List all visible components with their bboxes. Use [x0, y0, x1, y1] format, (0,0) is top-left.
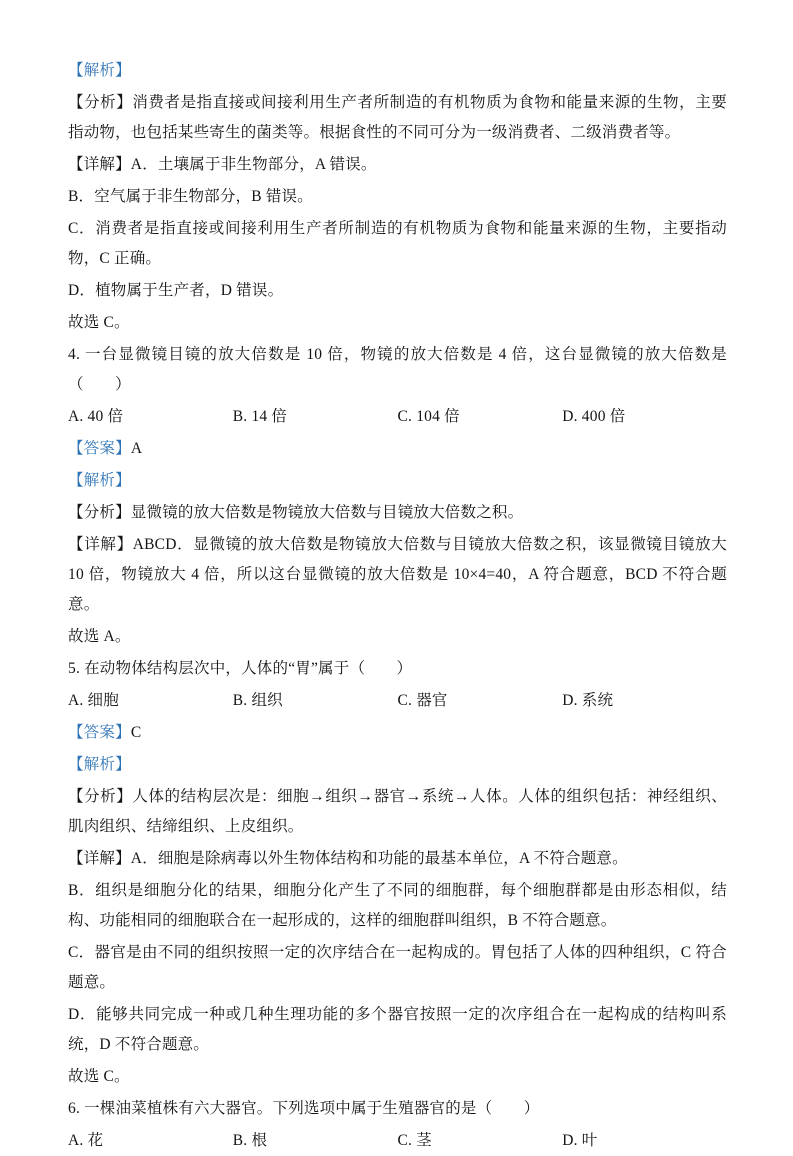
- analysis-section-label: 【解析】: [68, 472, 131, 489]
- question-5-options-row: [68, 686, 727, 716]
- question-5-option-c: C. 器官: [397, 692, 448, 709]
- question-4-answer-value: A: [130, 440, 143, 457]
- detail-paragraph-q3-c: C．消费者是指直接或间接利用生产者所制造的有机物质为食物和能量来源的生物，主要指动物，C 正确。: [68, 220, 727, 267]
- question-4-text: 4. 一台显微镜目镜的放大倍数是 10 倍，物镜的放大倍数是 4 倍，这台显微镜的放大倍数是（ ）: [68, 346, 727, 393]
- question-6-options-row: [68, 1126, 727, 1156]
- analysis-paragraph-q5: 【分析】人体的结构层次是：细胞→组织→器官→系统→人体。人体的组织包括：神经组织、肌肉组织、结缔组织、上皮组织。: [68, 788, 727, 835]
- analysis-section: [68, 466, 727, 496]
- question-5-option-b: B. 组织: [232, 692, 283, 709]
- analysis-section-label: 【解析】: [68, 62, 131, 79]
- question-4-option-a: A. 40 倍: [68, 408, 124, 425]
- question-6-option-b: B. 根: [232, 1132, 268, 1149]
- question-5-option-d: D. 系统: [562, 692, 614, 709]
- detail-paragraph-q5-d: D．能够共同完成一种或几种生理功能的多个器官按照一定的次序组合在一起构成的结构叫系统，D 不符合题意。: [68, 1006, 727, 1053]
- question-5-answer-line: [68, 718, 727, 748]
- question-6-option-c: C. 茎: [397, 1132, 432, 1149]
- question-4-option-c: C. 104 倍: [397, 408, 460, 425]
- question-6-option-a: A. 花: [68, 1132, 104, 1149]
- analysis-paragraph-q3: 【分析】消费者是指直接或间接利用生产者所制造的有机物质为食物和能量来源的生物，主要指动物，也包括某些寄生的菌类等。根据食性的不同可分为一级消费者、二级消费者等。: [68, 94, 727, 141]
- question-4-option-b: B. 14 倍: [232, 408, 288, 425]
- analysis-section: [68, 750, 727, 780]
- detail-paragraph-q3-d: D．植物属于生产者，D 错误。: [68, 282, 284, 299]
- analysis-paragraph-q4: 【分析】显微镜的放大倍数是物镜放大倍数与目镜放大倍数之积。: [68, 504, 524, 521]
- detail-paragraph-q5-a: 【详解】A．细胞是除病毒以外生物体结构和功能的最基本单位，A 不符合题意。: [68, 850, 628, 867]
- question-4-option-d: D. 400 倍: [562, 408, 626, 425]
- detail-paragraph-q5-c: C．器官是由不同的组织按照一定的次序结合在一起构成的。胃包括了人体的四种组织，C 符合题意。: [68, 944, 727, 991]
- analysis-section: [68, 56, 727, 86]
- detail-paragraph-q3-b: B．空气属于非生物部分，B 错误。: [68, 188, 313, 205]
- detail-paragraph-q4: 【详解】ABCD．显微镜的放大倍数是物镜放大倍数与目镜放大倍数之积，该显微镜目镜放大 10 倍，物镜放大 4 倍，所以这台显微镜的放大倍数是 10×4=40，A 符合题意，BCD 不符合题意。: [68, 536, 727, 613]
- question-5-text: 5. 在动物体结构层次中，人体的“胃”属于（ ）: [68, 660, 413, 677]
- question-4-answer-line: [68, 434, 727, 464]
- detail-paragraph-q3-a: 【详解】A．土壤属于非生物部分，A 错误。: [68, 156, 377, 173]
- question-5-option-a: A. 细胞: [68, 692, 119, 709]
- question-4-options-row: [68, 402, 727, 432]
- answer-label: 【答案】: [68, 724, 131, 741]
- question-5-answer-value: C: [130, 724, 142, 741]
- analysis-section-label: 【解析】: [68, 756, 131, 773]
- answer-label: 【答案】: [68, 440, 131, 457]
- conclusion-q3: 故选 C。: [68, 314, 130, 331]
- conclusion-q4: 故选 A。: [68, 628, 131, 645]
- conclusion-q5: 故选 C。: [68, 1068, 130, 1085]
- question-6-text: 6. 一棵油菜植株有六大器官。下列选项中属于生殖器官的是（ ）: [68, 1100, 540, 1117]
- detail-paragraph-q5-b: B．组织是细胞分化的结果，细胞分化产生了不同的细胞群，每个细胞群都是由形态相似，结构、功能相同的细胞联合在一起形成的，这样的细胞群叫组织，B 不符合题意。: [68, 882, 727, 929]
- question-6-option-d: D. 叶: [562, 1132, 598, 1149]
